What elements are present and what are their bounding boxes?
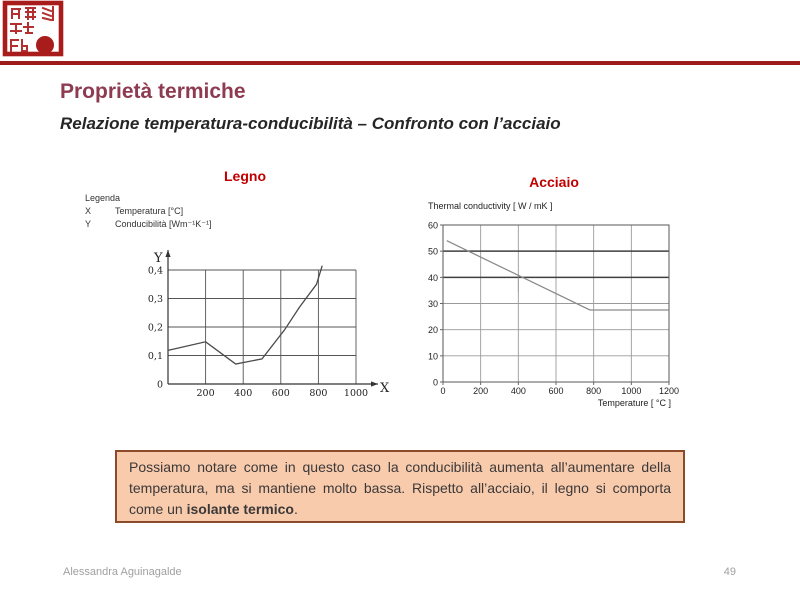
x-axis-title: Temperature [ °C ] bbox=[597, 398, 671, 408]
y-tick-label: 10 bbox=[427, 351, 438, 362]
y-tick-label: 0 bbox=[156, 379, 163, 391]
wood-conductivity-chart bbox=[140, 238, 402, 410]
seal-logo bbox=[2, 0, 64, 58]
note-text bbox=[129, 457, 671, 520]
y-tick-label: 0,1 bbox=[147, 351, 163, 362]
x-tick-label: 400 bbox=[234, 388, 253, 399]
header-rule bbox=[0, 61, 800, 65]
x-tick-label: 1000 bbox=[621, 386, 642, 396]
x-tick-label: 200 bbox=[473, 386, 489, 396]
wood-chart-title: Legno bbox=[224, 168, 266, 184]
y-tick-label: 50 bbox=[427, 246, 438, 257]
seal-dot bbox=[36, 36, 54, 54]
y-tick-label: 0,4 bbox=[147, 265, 163, 277]
y-axis-letter: Y bbox=[154, 251, 163, 266]
note-text-suffix: . bbox=[293, 501, 298, 517]
legend-label-x: Temperatura [°C] bbox=[115, 206, 184, 216]
legend-heading: Legenda bbox=[85, 193, 121, 203]
legend-symbol-x: X bbox=[85, 206, 92, 216]
footer-page-number: 49 bbox=[723, 566, 736, 578]
y-tick-label: 0 bbox=[432, 377, 438, 388]
y-tick-label: 60 bbox=[427, 220, 438, 231]
y-tick-label: 40 bbox=[427, 272, 438, 283]
y-tick-label: 20 bbox=[427, 325, 438, 336]
data-series-line bbox=[168, 266, 322, 364]
x-tick-label: 400 bbox=[510, 386, 526, 396]
page-title: Proprietà termiche bbox=[60, 80, 246, 103]
x-tick-label: 800 bbox=[309, 388, 328, 399]
note-box bbox=[115, 450, 685, 523]
x-axis-letter: X bbox=[380, 381, 390, 396]
note-text-bold: isolante termico bbox=[186, 501, 294, 517]
steel-chart-title: Acciaio bbox=[529, 174, 579, 190]
legend-label-y: Conducibilità [Wm⁻¹K⁻¹] bbox=[115, 219, 212, 229]
legend-entry-y bbox=[85, 218, 212, 231]
x-tick-label: 200 bbox=[196, 388, 215, 399]
x-tick-label: 0 bbox=[440, 386, 446, 396]
x-tick-label: 600 bbox=[271, 388, 290, 399]
note-text-regular: Possiamo notare come in questo caso la conducibilità aumenta all’aumentare della temperatura, ma si mantiene molto bassa. Rispetto all’acciaio, il legno si comporta come un bbox=[129, 459, 671, 517]
legend-entry-x bbox=[85, 205, 212, 218]
x-tick-label: 1200 bbox=[658, 386, 680, 396]
steel-chart-ylabel: Thermal conductivity [ W / mK ] bbox=[428, 201, 553, 211]
slide-subtitle: Relazione temperatura-conducibilità – Confronto con l’acciaio bbox=[60, 114, 561, 133]
x-tick-label: 800 bbox=[586, 386, 602, 396]
legend-symbol-y: Y bbox=[85, 219, 92, 229]
x-tick-label: 600 bbox=[548, 386, 564, 396]
wood-chart-legend bbox=[85, 192, 212, 231]
steel-conductivity-chart bbox=[425, 215, 707, 415]
footer-author: Alessandra Aguinagalde bbox=[63, 566, 182, 578]
y-tick-label: 30 bbox=[427, 299, 438, 309]
y-tick-label: 0,3 bbox=[147, 294, 163, 305]
y-tick-label: 0,2 bbox=[147, 322, 163, 334]
x-tick-label: 1000 bbox=[343, 388, 369, 399]
